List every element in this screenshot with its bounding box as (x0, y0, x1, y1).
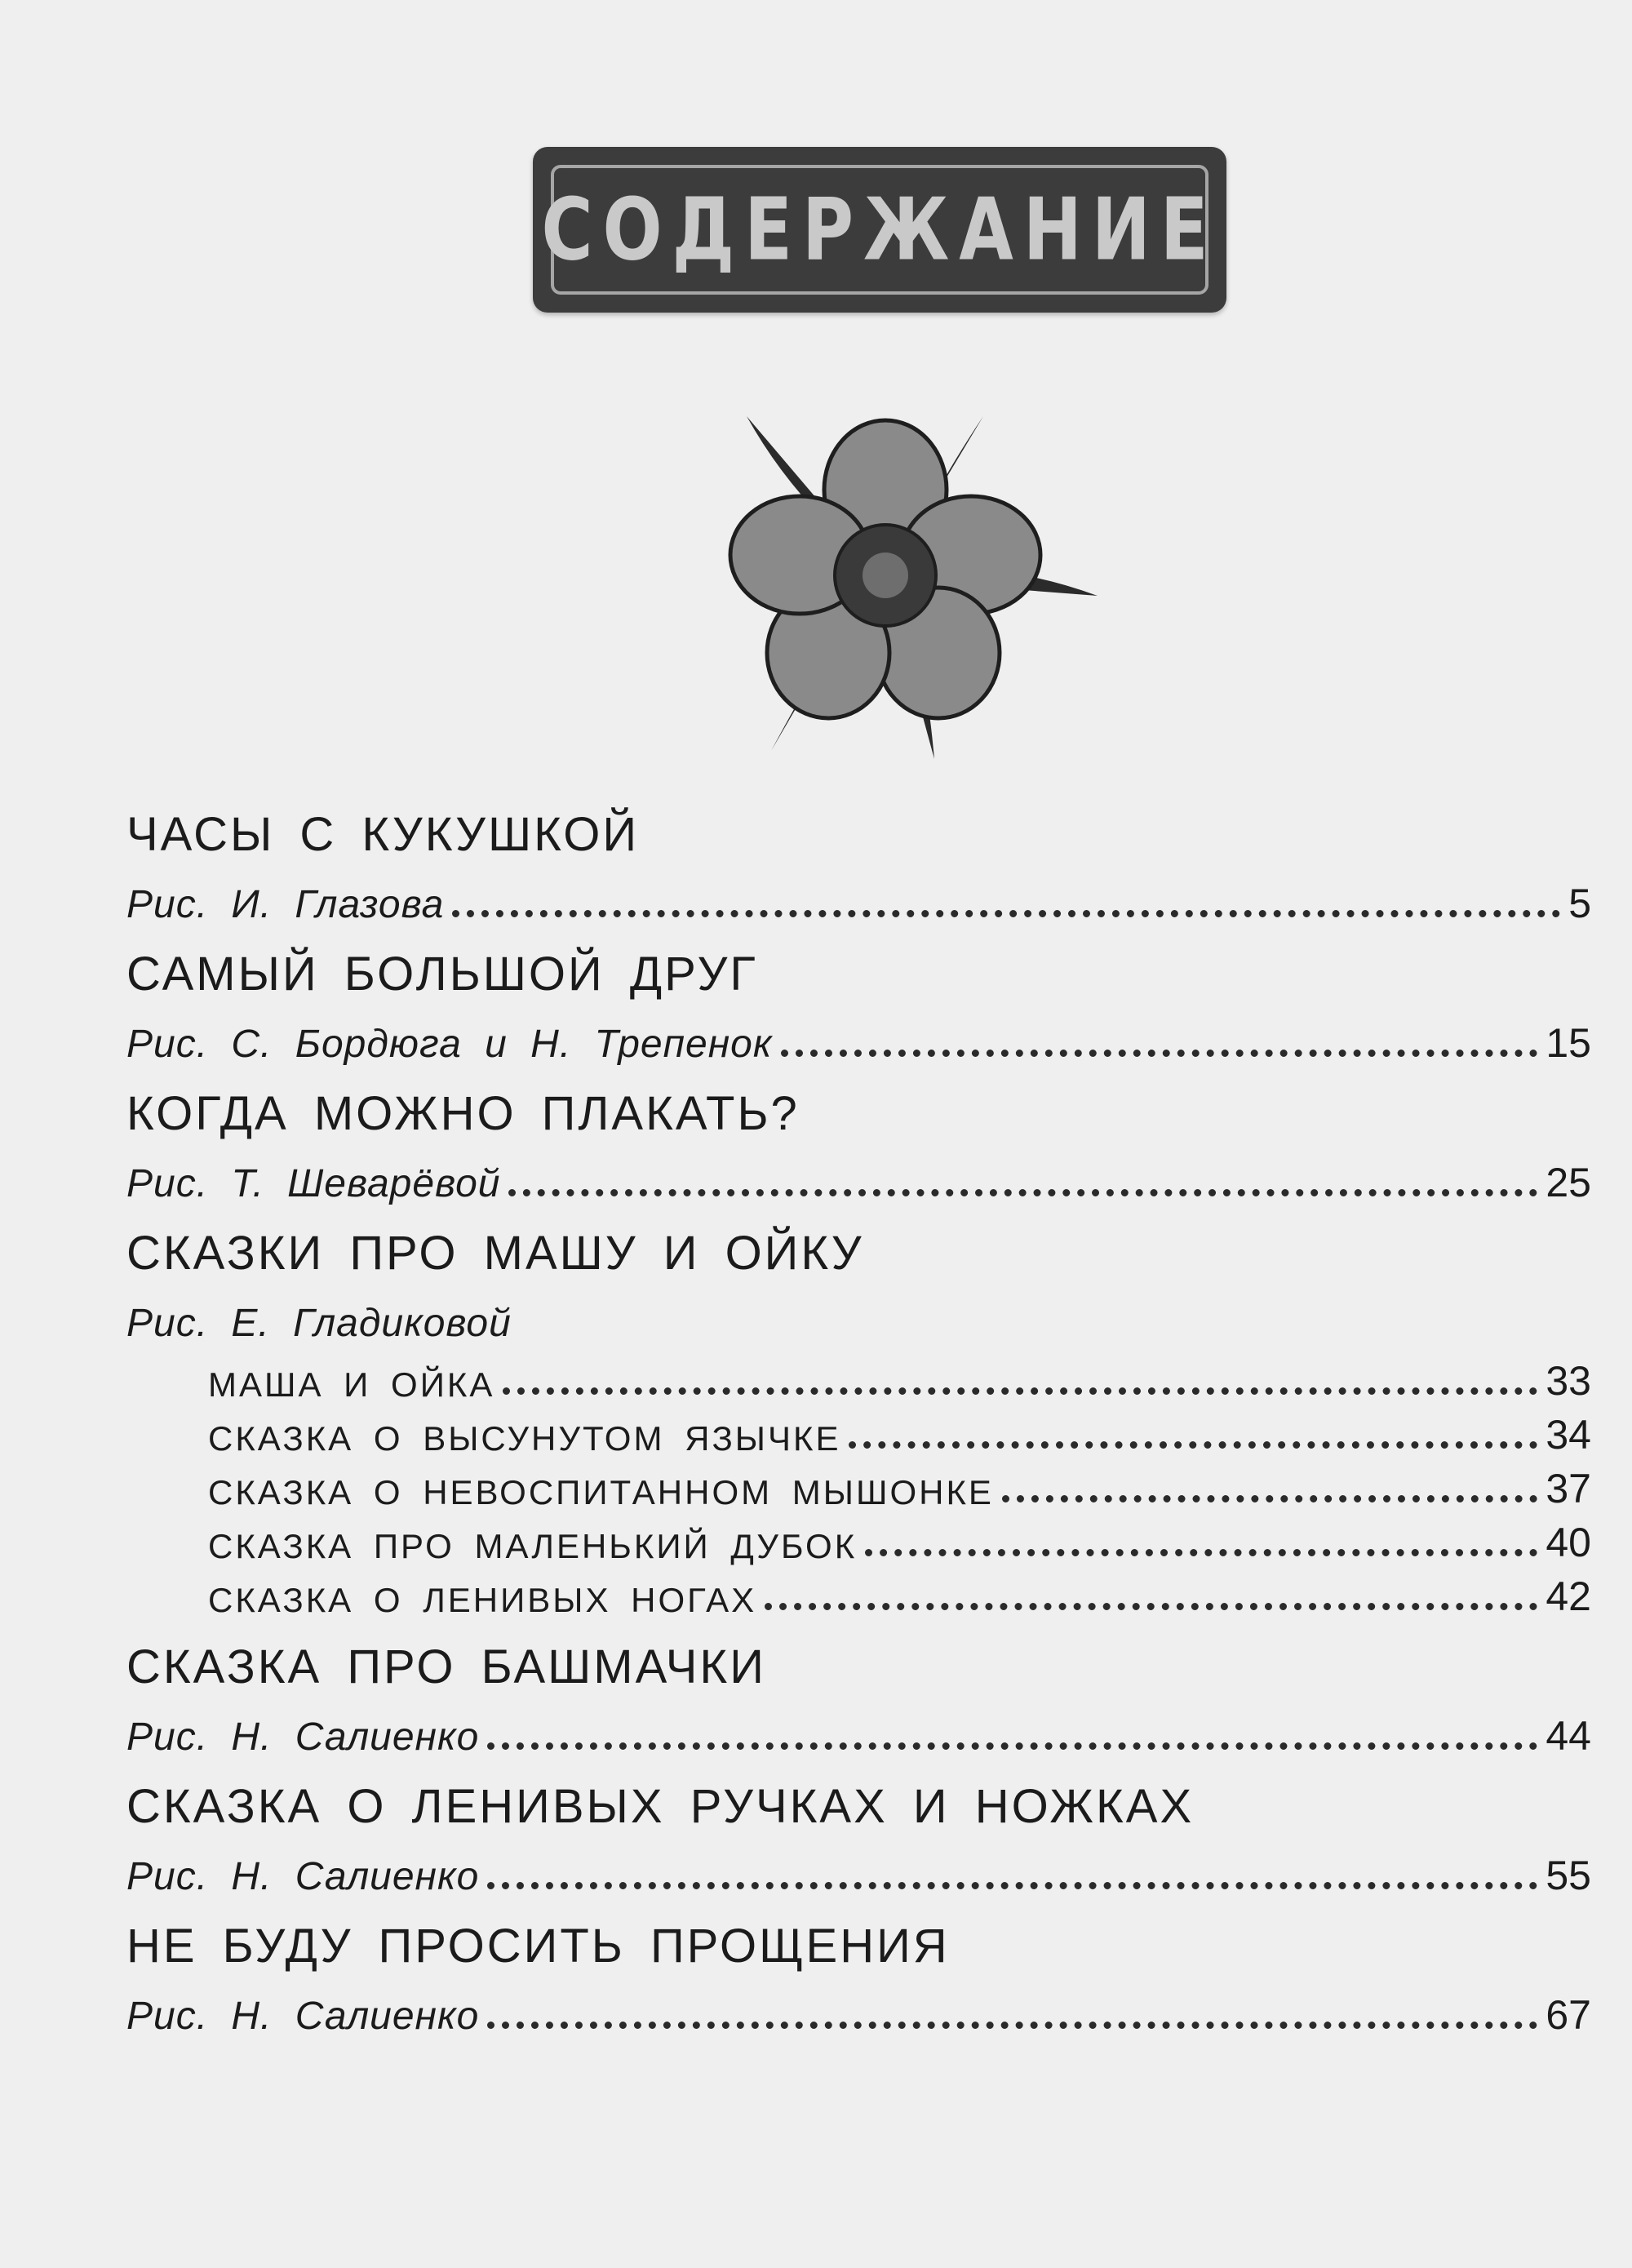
dot-leader (765, 1603, 1537, 1610)
page-number: 40 (1546, 1520, 1591, 1565)
illustrator-row (126, 866, 1591, 927)
dot-leader (487, 1742, 1537, 1750)
flower-core (863, 553, 908, 598)
toc-entry (126, 1223, 1591, 1620)
dot-leader (865, 1549, 1537, 1556)
entry-title: СКАЗКИ ПРО МАШУ И ОЙКУ (126, 1227, 864, 1280)
page-number: 25 (1546, 1160, 1591, 1205)
illustrator-credit: Рис. Н. Салиенко (126, 1855, 480, 1898)
illustrator-row (126, 1977, 1591, 2039)
subentry-title: СКАЗКА О ВЫСУНУТОМ ЯЗЫЧКЕ (208, 1419, 841, 1458)
dot-leader (503, 1387, 1537, 1395)
toc-subentry[interactable] (208, 1566, 1591, 1620)
subentry-list (208, 1351, 1591, 1620)
dot-leader (781, 1050, 1538, 1057)
page-title: СОДЕРЖАНИЕ (541, 180, 1218, 280)
entry-title: СКАЗКА ПРО БАШМАЧКИ (126, 1640, 766, 1693)
entry-title: ЧАСЫ С КУКУШКОЙ (126, 808, 640, 861)
page-number: 37 (1546, 1466, 1591, 1511)
dot-leader (487, 1882, 1537, 1889)
toc-subentry[interactable] (208, 1351, 1591, 1405)
illustrator-credit: Рис. С. Бордюга и Н. Трепенок (126, 1023, 773, 1066)
illustrator-credit: Рис. Н. Салиенко (126, 1715, 480, 1759)
toc-entry[interactable] (126, 943, 1591, 1067)
page-number: 42 (1546, 1573, 1591, 1619)
dot-leader (452, 910, 1560, 917)
entry-title: КОГДА МОЖНО ПЛАКАТЬ? (126, 1087, 800, 1140)
dot-leader (849, 1441, 1537, 1449)
dot-leader (1002, 1495, 1537, 1502)
page-number: 33 (1546, 1358, 1591, 1404)
toc-entry[interactable] (126, 1636, 1591, 1760)
toc-subentry[interactable] (208, 1405, 1591, 1458)
entry-title: СКАЗКА О ЛЕНИВЫХ РУЧКАХ И НОЖКАХ (126, 1780, 1195, 1833)
toc-entry[interactable] (126, 1083, 1591, 1206)
toc-subentry[interactable] (208, 1512, 1591, 1566)
page-number: 15 (1546, 1020, 1591, 1066)
dot-leader (508, 1189, 1537, 1196)
illustrator-credit: Рис. Т. Шеварёвой (126, 1162, 501, 1205)
subentry-title: СКАЗКА О НЕВОСПИТАННОМ МЫШОНКЕ (208, 1473, 994, 1511)
header-plate (533, 147, 1226, 313)
illustrator-row (126, 1838, 1591, 1899)
flower-icon (665, 400, 1106, 759)
page-number: 55 (1546, 1853, 1591, 1898)
illustrator-credit: Рис. И. Глазова (126, 883, 445, 926)
toc-entry[interactable] (126, 804, 1591, 927)
page-number: 5 (1568, 881, 1591, 926)
toc-subentry[interactable] (208, 1458, 1591, 1512)
header-frame (541, 165, 1218, 295)
page-number: 44 (1546, 1713, 1591, 1759)
illustrator-row (126, 1145, 1591, 1206)
toc-entry[interactable] (126, 1915, 1591, 2039)
subentry-title: СКАЗКА О ЛЕНИВЫХ НОГАХ (208, 1581, 757, 1619)
table-of-contents (126, 804, 1591, 2055)
page-number: 67 (1546, 1992, 1591, 2038)
entry-title: САМЫЙ БОЛЬШОЙ ДРУГ (126, 948, 758, 1001)
illustrator-credit: Рис. Н. Салиенко (126, 1995, 480, 2038)
illustrator-row (126, 1285, 1591, 1346)
illustrator-credit: Рис. Е. Гладиковой (126, 1302, 512, 1345)
illustrator-row (126, 1005, 1591, 1067)
subentry-title: МАША И ОЙКА (208, 1365, 495, 1404)
illustrator-row (126, 1698, 1591, 1760)
dot-leader (487, 2022, 1537, 2029)
subentry-title: СКАЗКА ПРО МАЛЕНЬКИЙ ДУБОК (208, 1527, 858, 1565)
toc-entry[interactable] (126, 1776, 1591, 1899)
page-number: 34 (1546, 1412, 1591, 1458)
entry-title: НЕ БУДУ ПРОСИТЬ ПРОЩЕНИЯ (126, 1920, 950, 1973)
